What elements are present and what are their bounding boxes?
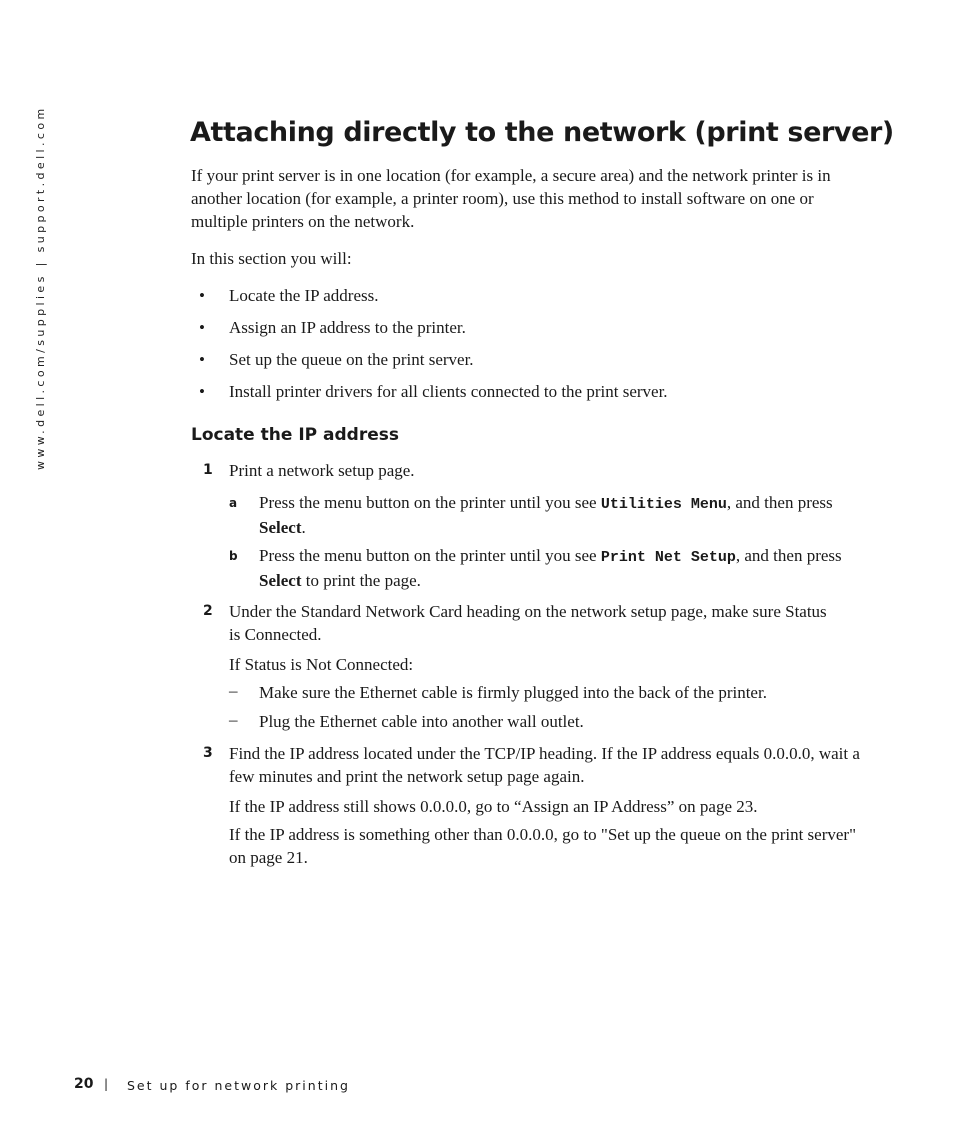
page-title: Attaching directly to the network (print server) [190,117,894,148]
section-lead: In this section you will: [191,249,352,268]
side-url-text: www.dell.com/supplies | support.dell.com [34,105,47,470]
dash-item: Plug the Ethernet cable into another wall outlet. [259,712,584,731]
bullet-icon: • [199,318,205,337]
dash-item: Make sure the Ethernet cable is firmly plugged into the back of the printer. [259,683,767,702]
step-text: Under the Standard Network Card heading on the network setup page, make sure Status is Connected. [229,602,827,644]
step-text: Print a network setup page. [229,461,415,480]
substep-text: Press the menu button on the printer until you see Utilities Menu, and then press Select. [259,493,833,537]
bullet-item: • Set up the queue on the print server. [199,350,474,369]
bullet-item: • Install printer drivers for all clients connected to the print server. [199,382,668,401]
step-note: If Status is Not Connected: [229,655,414,674]
bullet-icon: • [199,286,205,305]
bullet-item: • Locate the IP address. [199,286,379,305]
menu-code: Print Net Setup [600,549,736,566]
step-number: 1 [203,462,213,478]
intro-paragraph: If your print server is in one location (for example, a secure area) and the network printer is in another location (for example, a printer room), use this method to install software on one or multiple printers on the network. [191,166,831,231]
substep-text: Press the menu button on the printer until you see Print Net Setup, and then press Select to print the page. [259,546,842,590]
step-paragraph: If the IP address is something other than 0.0.0.0, go to "Set up the queue on the print server" on page 21. [229,825,857,867]
step-number: 3 [203,745,213,761]
select-label: Select [259,571,302,590]
dash-marker: – [229,710,238,729]
step-text: Find the IP address located under the TCP/IP heading. If the IP address equals 0.0.0.0, wait a few minutes and print the network setup page again. [229,744,860,786]
step-number: 2 [203,603,213,619]
bullet-icon: • [199,382,205,401]
substep-letter: a [229,496,238,510]
dash-marker: – [229,681,238,700]
substep-letter: b [229,549,238,563]
step-paragraph: If the IP address still shows 0.0.0.0, go to “Assign an IP Address” on page 23. [229,797,758,816]
footer-chapter-title: Set up for network printing [127,1078,350,1093]
menu-code: Utilities Menu [600,496,727,513]
bullet-item: • Assign an IP address to the printer. [199,318,466,337]
section-heading: Locate the IP address [191,425,399,445]
select-label: Select [259,518,302,537]
page-number: 20 [74,1076,94,1092]
section-bullet-list [199,284,668,412]
bullet-icon: • [199,350,205,369]
footer-separator: | [104,1077,109,1091]
